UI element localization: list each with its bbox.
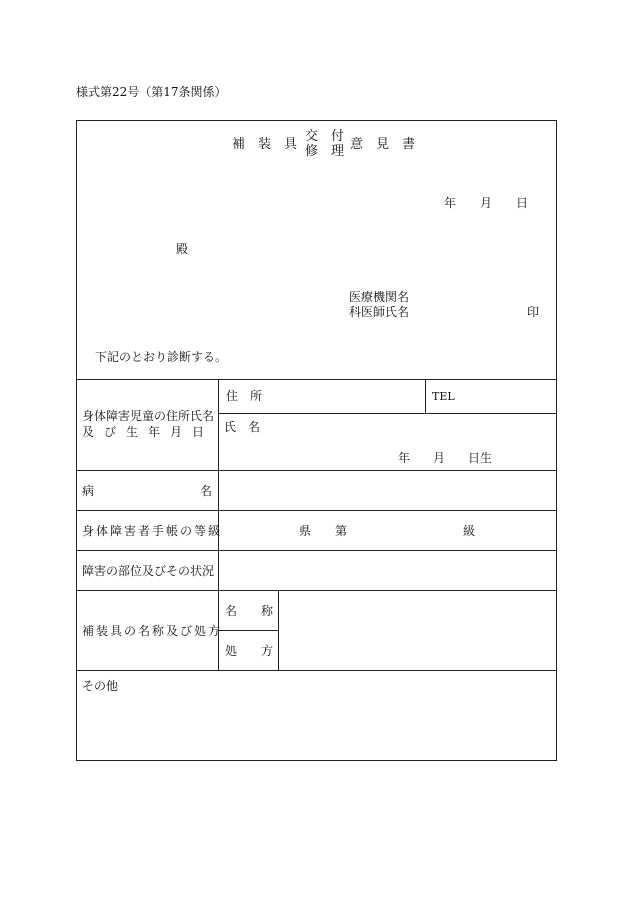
institution-label: 医療機関名 (349, 290, 410, 304)
date-year-label: 年 (444, 196, 457, 210)
date-day-label: 日 (516, 196, 529, 210)
handbook-label: 身体障害者手帳の等級 (82, 524, 223, 538)
address-label: 住 所 (226, 389, 263, 403)
title-left: 補 装 具 (232, 137, 298, 152)
divider-disability-device (76, 590, 557, 591)
divider-top-table (76, 379, 557, 380)
handbook-prefecture: 県 (299, 524, 312, 538)
divider-device-other (76, 670, 557, 671)
birth-year-label: 年 (398, 451, 411, 465)
birth-month-label: 月 (433, 451, 446, 465)
form-frame (76, 120, 557, 761)
tel-label: TEL (432, 390, 455, 403)
disease-label-left: 病 (82, 484, 95, 498)
divider-name-prescription (218, 630, 278, 631)
title-stack-top: 交 付 (305, 129, 345, 144)
name-label: 氏 名 (224, 420, 261, 434)
divider-address-name (218, 413, 557, 414)
title-right: 意 見 書 (350, 137, 416, 152)
device-name-label: 名 称 (225, 604, 274, 618)
title-stack-bottom: 修 理 (305, 144, 345, 159)
handbook-number-prefix: 第 (335, 524, 348, 538)
divider-device-sublabel (278, 590, 279, 670)
disease-label-right: 名 (200, 484, 213, 498)
other-label: その他 (82, 679, 119, 693)
seal-label: 印 (527, 305, 540, 319)
disability-label: 障害の部位及びその状況 (82, 564, 215, 578)
doctor-label: 科医師氏名 (349, 305, 410, 319)
birth-day-label: 日生 (468, 451, 493, 465)
intro-text: 下記のとおり診断する。 (95, 350, 228, 364)
divider-disease-handbook (76, 510, 557, 511)
divider-handbook-disability (76, 550, 557, 551)
device-prescription-label: 処 方 (225, 644, 274, 658)
handbook-grade: 級 (463, 524, 476, 538)
addressee-honorific: 殿 (176, 242, 189, 256)
date-month-label: 月 (480, 196, 493, 210)
device-label: 補装具の名称及び処方 (82, 624, 223, 638)
person-label-line2: 及び生年月日 (82, 425, 215, 439)
person-label-line1: 身体障害児童の住所氏名 (82, 409, 215, 423)
divider-person-disease (76, 470, 557, 471)
form-number: 様式第22号（第17条関係） (76, 85, 227, 99)
divider-tel (425, 379, 426, 413)
